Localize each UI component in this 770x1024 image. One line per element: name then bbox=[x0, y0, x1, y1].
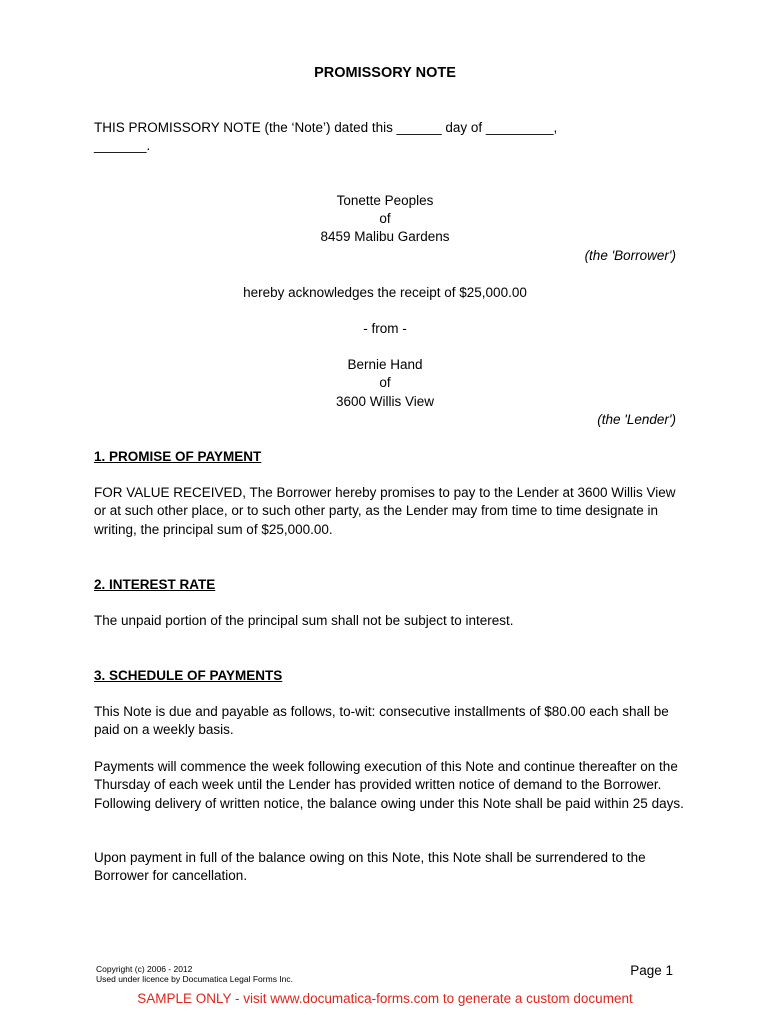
document-title: PROMISSORY NOTE bbox=[314, 65, 456, 81]
lender-role: (the 'Lender') bbox=[597, 412, 676, 427]
lender-address: 3600 Willis View bbox=[335, 394, 435, 409]
borrower-role: (the 'Borrower') bbox=[584, 248, 676, 263]
lender-of: of bbox=[379, 375, 391, 390]
copyright-text: Copyright (c) 2006 - 2012 bbox=[96, 964, 193, 974]
footer-copyright bbox=[96, 965, 293, 984]
section-heading-schedule: 3. SCHEDULE OF PAYMENTS bbox=[94, 668, 283, 683]
section-paragraph: The unpaid portion of the principal sum shall not be subject to interest. bbox=[94, 613, 514, 628]
section-paragraph: FOR VALUE RECEIVED, The Borrower hereby promises to pay to the Lender at 3600 Willis View or at such other place, or to such other party, as the Lender may from time to time designate in writing, the principal sum of $25,000.00. bbox=[94, 485, 676, 537]
section-heading-interest-rate: 2. INTEREST RATE bbox=[94, 577, 216, 592]
borrower-name: Tonette Peoples bbox=[336, 193, 434, 208]
borrower-address: 8459 Malibu Gardens bbox=[320, 229, 450, 244]
section-paragraph: Upon payment in full of the balance owing on this Note, this Note shall be surrendered to the Borrower for cancellation. bbox=[94, 850, 646, 884]
section-heading-payment-promise: 1. PROMISE OF PAYMENT bbox=[94, 449, 262, 464]
section-paragraph: This Note is due and payable as follows, to-wit: consecutive installments of $80.00 each shall be paid on a weekly basis. bbox=[94, 704, 669, 738]
page-number: Page 1 bbox=[630, 963, 673, 978]
section-paragraph: Payments will commence the week following execution of this Note and continue thereafter on the Thursday of each week until the Lender has provided written notice of demand to the Borrower. Following delivery of written notice, the balance owing under this Note shall be paid within 25 days. bbox=[94, 759, 684, 811]
sample-notice: SAMPLE ONLY - visit www.documatica-forms.com to generate a custom document bbox=[137, 991, 633, 1006]
licence-text: Used under licence by Documatica Legal Forms Inc. bbox=[96, 973, 294, 984]
intro-line-2: _______. bbox=[94, 138, 151, 153]
borrower-of: of bbox=[379, 211, 391, 226]
from-separator: - from - bbox=[363, 321, 407, 336]
acknowledgement: hereby acknowledges the receipt of $25,000.00 bbox=[243, 285, 527, 300]
intro-line-1: THIS PROMISSORY NOTE (the ‘Note’) dated this ______ day of _________, bbox=[94, 120, 558, 135]
lender-name: Bernie Hand bbox=[347, 357, 423, 372]
